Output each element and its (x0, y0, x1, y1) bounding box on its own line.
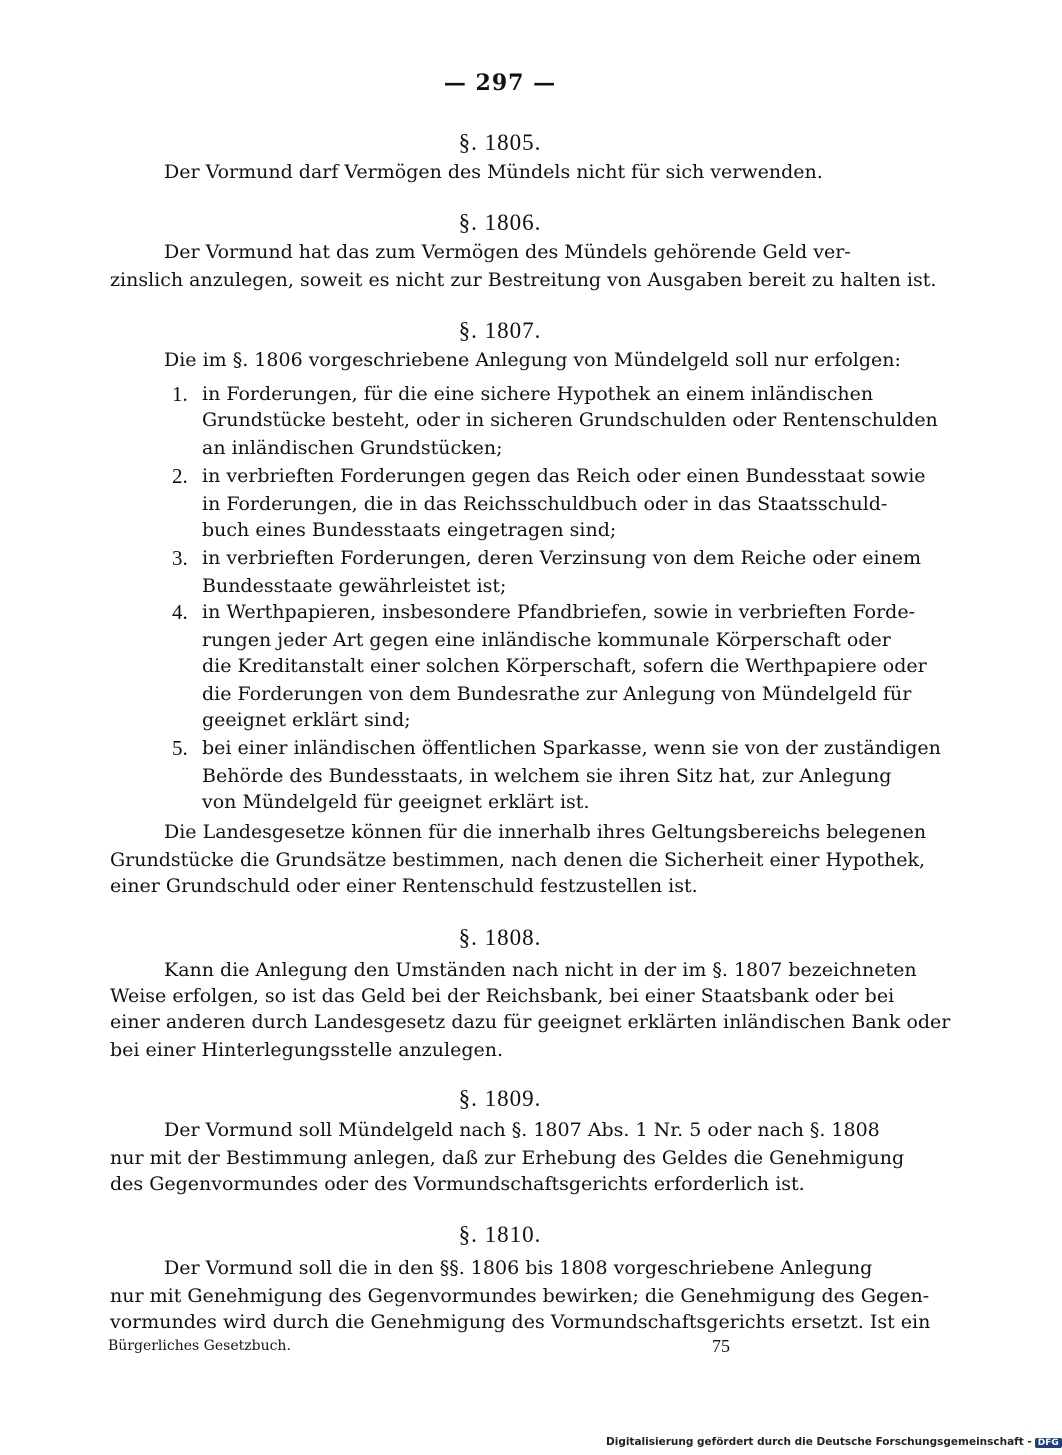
list-item-line: in Werthpapieren, insbesondere Pfandbriefen, sowie in verbrieften Forde- (202, 601, 915, 623)
section-heading: §. 1807. (458, 318, 542, 343)
list-item-line: die Forderungen von dem Bundesrathe zur Anlegung von Mündelgeld für (202, 683, 912, 705)
paragraph-line: Der Vormund hat das zum Vermögen des Mündels gehörende Geld ver- (164, 241, 851, 263)
paragraph-line: vormundes wird durch die Genehmigung des Vormundschaftsgerichts ersetzt. Ist ein (110, 1311, 931, 1333)
paragraph-line: bei einer Hinterlegungsstelle anzulegen. (110, 1039, 504, 1061)
paragraph-line: Der Vormund soll Mündelgeld nach §. 1807 Abs. 1 Nr. 5 oder nach §. 1808 (164, 1119, 880, 1141)
list-item-line: Grundstücke besteht, oder in sicheren Grundschulden oder Rentenschulden (202, 409, 938, 431)
list-item-line: rungen jeder Art gegen eine inländische kommunale Körperschaft oder (202, 629, 891, 651)
paragraph-line: Kann die Anlegung den Umständen nach nicht in der im §. 1807 bezeichneten (164, 959, 917, 981)
paragraph-line: nur mit Genehmigung des Gegenvormundes bewirken; die Genehmigung des Gegen- (110, 1285, 930, 1307)
list-item-line: an inländischen Grundstücken; (202, 437, 503, 459)
paragraph-line: Weise erfolgen, so ist das Geld bei der Reichsbank, bei einer Staatsbank oder bei (110, 985, 895, 1007)
footer-signature-number: 75 (712, 1336, 730, 1356)
section-heading: §. 1810. (458, 1222, 542, 1247)
section-heading: §. 1806. (458, 210, 542, 235)
list-item-line: geeignet erklärt sind; (202, 709, 411, 731)
list-number: 1. (172, 382, 188, 406)
list-item-line: die Kreditanstalt einer solchen Körperschaft, sofern die Werthpapiere oder (202, 655, 927, 677)
list-item-line: in Forderungen, die in das Reichsschuldbuch oder in das Staatsschuld- (202, 493, 888, 515)
list-item-line: bei einer inländischen öffentlichen Sparkasse, wenn sie von der zuständigen (202, 737, 941, 759)
list-number: 5. (172, 736, 188, 760)
section-heading: §. 1805. (458, 130, 542, 155)
list-item-line: in verbrieften Forderungen, deren Verzinsung von dem Reiche oder einem (202, 547, 922, 569)
list-item-line: in Forderungen, für die eine sichere Hypothek an einem inländischen (202, 383, 874, 405)
list-item-line: in verbrieften Forderungen gegen das Reich oder einen Bundesstaat sowie (202, 465, 926, 487)
digitization-credit (606, 1436, 1059, 1454)
paragraph-line: Die Landesgesetze können für die innerhalb ihres Geltungsbereichs belegenen (164, 821, 927, 843)
paragraph-line: Der Vormund soll die in den §§. 1806 bis 1808 vorgeschriebene Anlegung (164, 1257, 873, 1279)
list-item-line: buch eines Bundesstaats eingetragen sind; (202, 519, 617, 541)
paragraph-line: nur mit der Bestimmung anlegen, daß zur Erhebung des Geldes die Genehmigung (110, 1147, 905, 1169)
list-number: 3. (172, 546, 188, 570)
page-number: — 297 — (443, 70, 557, 96)
list-number: 4. (172, 600, 188, 624)
paragraph-line: zinslich anzulegen, soweit es nicht zur Bestreitung von Ausgaben bereit zu halten ist. (110, 269, 937, 291)
dfg-logo: DFG (1035, 1438, 1062, 1448)
list-item-line: von Mündelgeld für geeignet erklärt ist. (202, 791, 590, 813)
section-heading: §. 1809. (458, 1086, 542, 1111)
paragraph-line: einer Grundschuld oder einer Rentenschuld festzustellen ist. (110, 875, 698, 897)
list-item-line: Behörde des Bundesstaats, in welchem sie ihren Sitz hat, zur Anlegung (202, 765, 892, 787)
paragraph-line: des Gegenvormundes oder des Vormundschaftsgerichts erforderlich ist. (110, 1173, 805, 1195)
footer-book-title: Bürgerliches Gesetzbuch. (108, 1338, 291, 1354)
paragraph-line: Die im §. 1806 vorgeschriebene Anlegung von Mündelgeld soll nur erfolgen: (164, 349, 901, 371)
credit-text: Digitalisierung gefördert durch die Deutsche Forschungsgemeinschaft - (606, 1436, 1032, 1448)
paragraph-line: Der Vormund darf Vermögen des Mündels nicht für sich verwenden. (164, 161, 823, 183)
section-heading: §. 1808. (458, 925, 542, 950)
paragraph-line: einer anderen durch Landesgesetz dazu für geeignet erklärten inländischen Bank oder (110, 1011, 951, 1033)
list-item-line: Bundesstaate gewährleistet ist; (202, 575, 507, 597)
list-number: 2. (172, 464, 188, 488)
paragraph-line: Grundstücke die Grundsätze bestimmen, nach denen die Sicherheit einer Hypothek, (110, 849, 926, 871)
